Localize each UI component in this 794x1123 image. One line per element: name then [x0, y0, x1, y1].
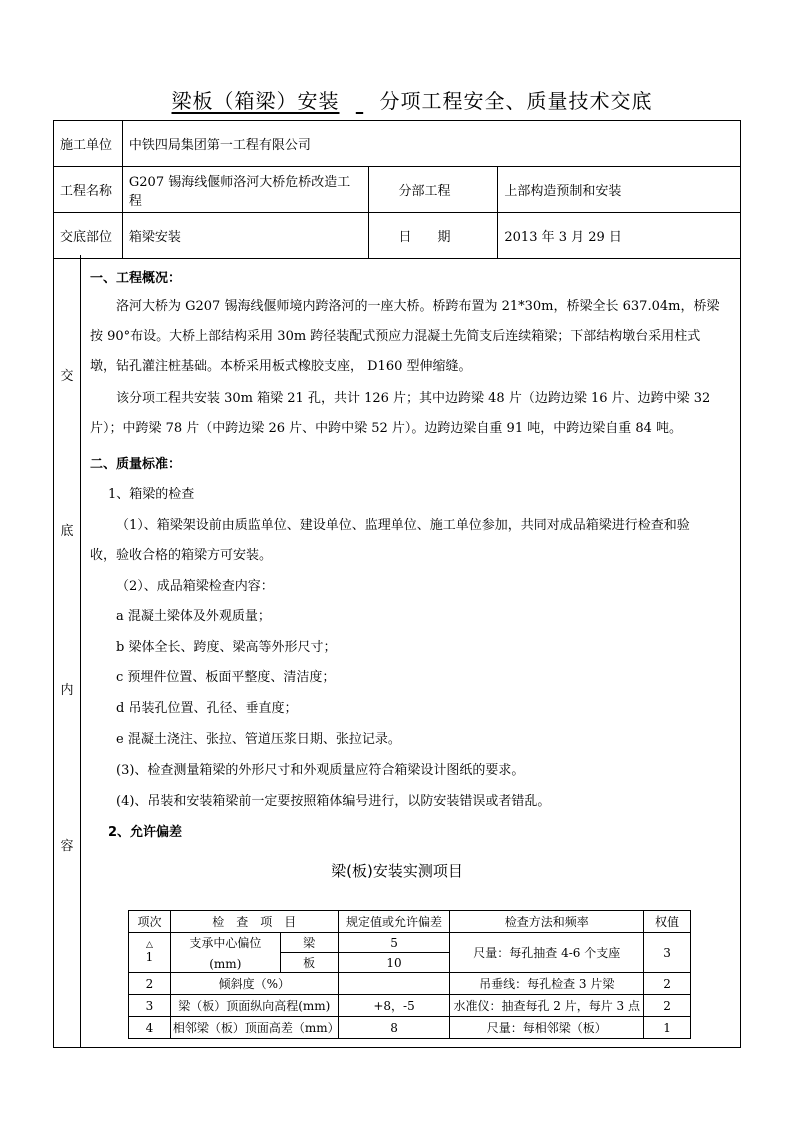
r1-no: △ 1	[129, 933, 171, 973]
project-label: 工程名称	[54, 167, 123, 213]
section-2-title: 二、质量标准：	[90, 457, 182, 472]
r3-item: 梁（板）顶面纵向高程(mm)	[170, 995, 338, 1017]
s2-1-p2: （2）、成品箱梁检查内容：	[116, 579, 274, 594]
s1-p2-line2: 片）；中跨梁 78 片（中跨边梁 26 片、中跨中梁 52 片）。边跨边梁自重 91 吨，中跨边梁自重 84 吨。	[90, 421, 683, 436]
division-value: 上部构造预制和安装	[498, 167, 741, 213]
r2-item: 倾斜度（%）	[170, 973, 338, 995]
r3-no: 3	[129, 995, 171, 1017]
item-4: (4)、吊装和安装箱梁前一定要按照箱体编号进行，以防安装错误或者错乱。	[116, 794, 551, 809]
r4-item: 相邻梁（板）顶面高差（mm）	[170, 1017, 338, 1039]
r1-sub2: 板	[280, 953, 338, 973]
title-part1: 梁板（箱梁）安装	[171, 89, 340, 113]
s1-p1-line3: 墩，钻孔灌注桩基础。本桥采用板式橡胶支座， D160 型伸缩缝。	[90, 359, 472, 374]
s2-1-p1-line2: 收，验收合格的箱梁方可安装。	[90, 548, 273, 563]
r4-weight: 1	[644, 1017, 691, 1039]
unit-label: 施工单位	[54, 121, 123, 167]
title-part2: 分项工程安全、质量技术交底	[379, 89, 653, 113]
s2-1-p1-line1: （1）、箱梁架设前由质监单位、建设单位、监理单位、施工单位参加，共同对成品箱梁进行检查和验	[116, 518, 690, 533]
r1-weight: 3	[644, 933, 691, 973]
date-label: 日 期	[368, 213, 498, 259]
r1-method: 尺量：每孔抽查 4-6 个支座	[450, 933, 644, 973]
side-label-column	[54, 255, 81, 1047]
s1-p1-line2: 按 90°布设。大桥上部结构采用 30m 跨径装配式预应力混凝土先简支后连续箱梁；下部结构墩台采用柱式	[90, 329, 701, 344]
r1-item: 支承中心偏位 (mm)	[170, 933, 280, 973]
location-label: 交底部位	[54, 213, 123, 259]
item-d: d 吊装孔位置、孔径、垂直度；	[116, 701, 298, 716]
side-char-2: 底	[60, 524, 74, 539]
r4-no: 4	[129, 1017, 171, 1039]
s1-p2-line1: 该分项工程共安装 30m 箱梁 21 孔，共计 126 片；其中边跨梁 48 片（边跨边梁 16 片、边跨中梁 32	[116, 391, 711, 406]
r1-sub1: 梁	[280, 933, 338, 953]
r4-method: 尺量：每相邻梁（板）	[450, 1017, 644, 1039]
item-c: c 预埋件位置、板面平整度、清洁度；	[116, 670, 336, 685]
side-char-4: 容	[60, 839, 74, 854]
r2-no: 2	[129, 973, 171, 995]
header-table	[53, 120, 741, 259]
table-row	[129, 1017, 691, 1039]
r4-spec: 8	[338, 1017, 450, 1039]
col-spec: 规定值或允许偏差	[338, 911, 450, 933]
triangle-mark: △	[146, 940, 153, 950]
location-value: 箱梁安装	[122, 213, 368, 259]
s1-p1-line1: 洛河大桥为 G207 锡海线偃师境内跨洛河的一座大桥。桥跨布置为 21*30m，桥梁全长 637.04m，桥梁	[116, 299, 720, 314]
r3-weight: 2	[644, 995, 691, 1017]
date-value: 2013 年 3 月 29 日	[498, 213, 741, 259]
r1-val1: 5	[338, 933, 450, 953]
r1-val2: 10	[338, 953, 450, 973]
r2-weight: 2	[644, 973, 691, 995]
table-row	[129, 995, 691, 1017]
side-char-1: 交	[60, 369, 74, 384]
item-a: a 混凝土梁体及外观质量；	[116, 609, 271, 624]
unit-value: 中铁四局集团第一工程有限公司	[122, 121, 740, 167]
col-method: 检查方法和频率	[450, 911, 644, 933]
col-item: 检 查 项 目	[170, 911, 338, 933]
subsection-2-1-title: 1、箱梁的检查	[108, 487, 195, 502]
table-row	[129, 933, 691, 953]
subsection-2-2-title: 2、允许偏差	[108, 825, 183, 840]
tolerance-subtitle: 梁(板)安装实测项目	[331, 862, 463, 880]
division-label: 分部工程	[368, 167, 498, 213]
r3-spec: +8，-5	[338, 995, 450, 1017]
side-char-3: 内	[60, 683, 74, 698]
tolerance-table	[128, 910, 691, 1039]
table-row	[129, 973, 691, 995]
document-title	[0, 85, 794, 114]
item-b: b 梁体全长、跨度、梁高等外形尺寸；	[116, 640, 337, 655]
r2-spec	[338, 973, 450, 995]
project-value: G207 锡海线偃师洛河大桥危桥改造工程	[122, 167, 368, 213]
r2-method: 吊垂线：每孔检查 3 片梁	[450, 973, 644, 995]
item-3: (3)、检查测量箱梁的外形尺寸和外观质量应符合箱梁设计图纸的要求。	[116, 763, 525, 778]
r3-method: 水准仪：抽查每孔 2 片，每片 3 点	[450, 995, 644, 1017]
section-1-title: 一、工程概况：	[90, 271, 182, 286]
col-no: 项次	[129, 911, 171, 933]
col-weight: 权值	[644, 911, 691, 933]
item-e: e 混凝土浇注、张拉、管道压浆日期、张拉记录。	[116, 732, 401, 747]
